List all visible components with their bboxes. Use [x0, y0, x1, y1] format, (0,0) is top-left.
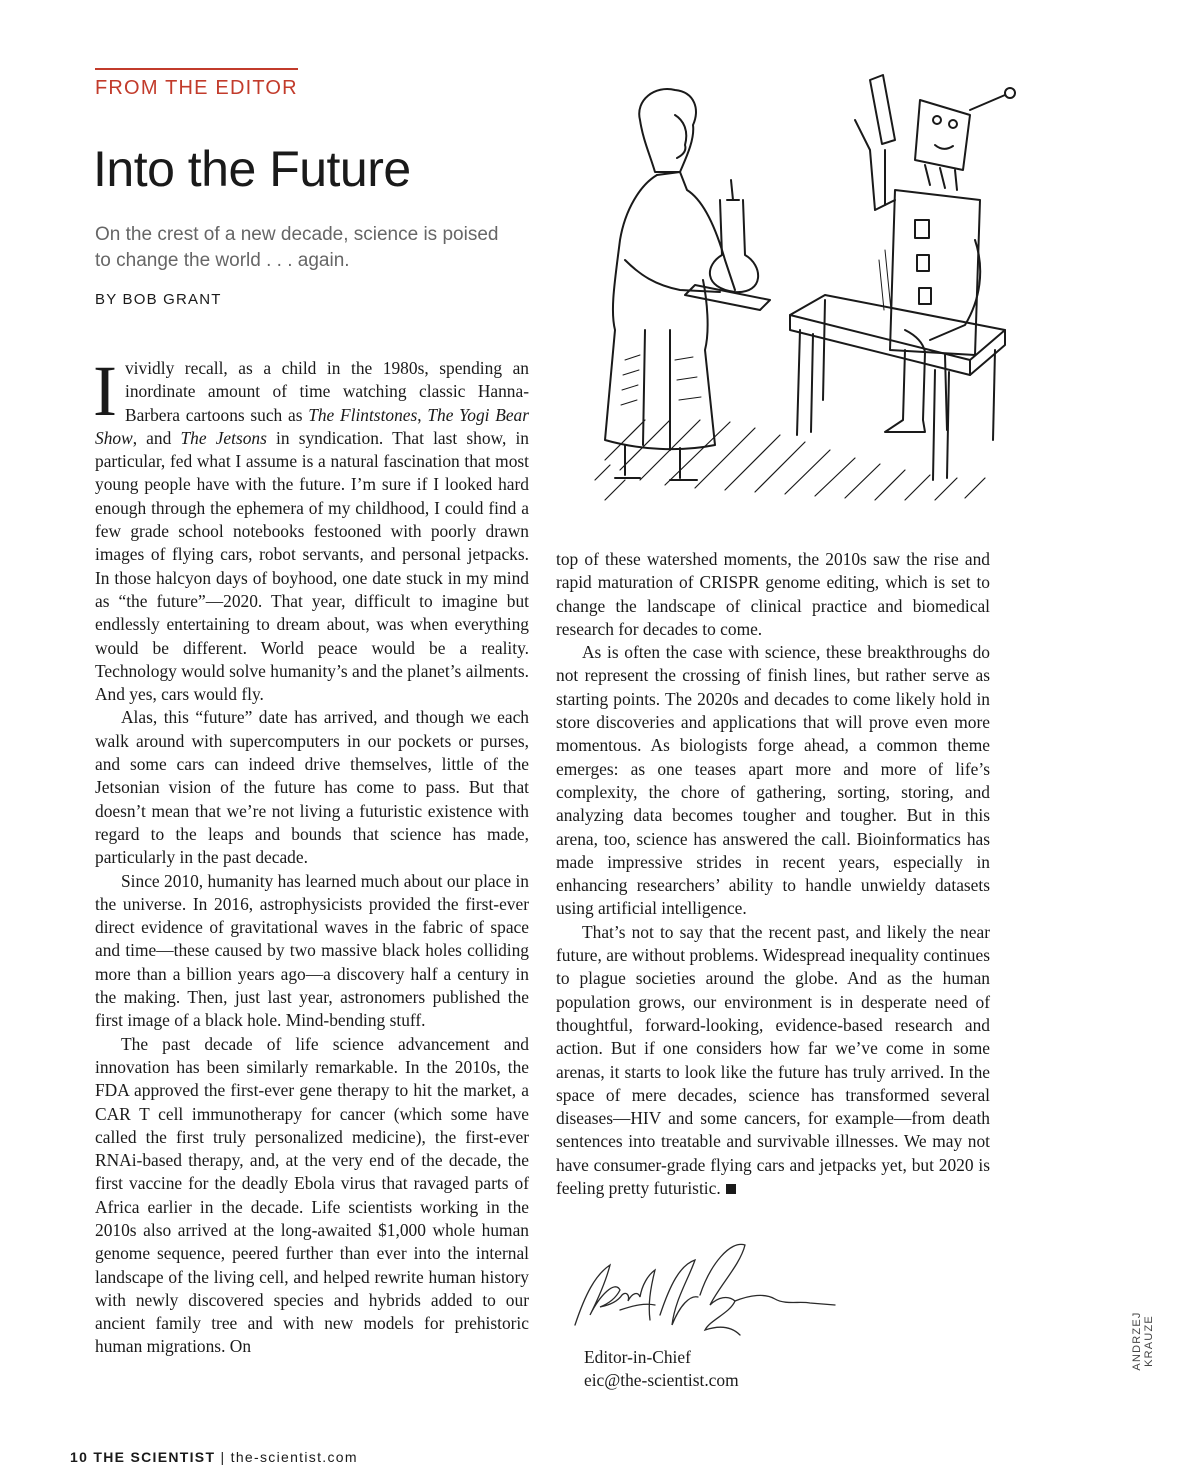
- p1-text-d: in syndication. That last show, in particular, fed what I assume is a natural fascination that most young people have with the future. I’m sure if I looked hard enough through the ephemera of my childhood, I could find a few grade school notebooks festooned with poorly drawn images of flying cars, robot servants, and personal jetpacks. In those halcyon days of boyhood, one date stuck in my mind as “the future”—2020. That year, difficult to imagine but endlessly entertaining to dream about, was when everything would be different. World peace would be a reality. Technology would solve humanity’s and the planet’s ailments. And yes, cars would fly.: [95, 427, 529, 705]
- p1-text-b: ,: [417, 404, 428, 425]
- magazine-name: THE SCIENTIST: [93, 1449, 216, 1465]
- article-title: Into the Future: [93, 141, 411, 197]
- paragraph-6: [556, 921, 990, 1201]
- end-of-article-square-icon: [726, 1184, 736, 1194]
- floor-hatching-icon: [595, 420, 985, 500]
- p1-italic-flintstones: The Flintstones: [308, 404, 418, 425]
- section-rule: [95, 68, 298, 70]
- p1-text-a: vividly recall, as a child in the 1980s, spending an inordinate amount of time watching classic Hanna-Barbera cartoons such as: [124, 358, 529, 425]
- p6-text: That’s not to say that the recent past, and likely the near future, are without problems. Widespread inequality continues to plague societies around the globe. And as the human population grows, our environment is in desperate need of thoughtful, forward-looking, evidence-based research and action. But if one considers how far we’ve come in some arenas, it starts to look like the future has truly arrived. In the space of mere decades, science has transformed several diseases—HIV and some cancers, for example—from death sentences into treatable and survivable illnesses. We may not have consumer-grade flying cars and jetpacks yet, but 2020 is feeling pretty futuristic.: [556, 921, 990, 1199]
- page-number: 10: [70, 1449, 89, 1465]
- signature-image: [560, 1235, 850, 1345]
- section-label: FROM THE EDITOR: [95, 77, 298, 99]
- footer-separator: |: [220, 1449, 226, 1465]
- article-column-1: [93, 351, 530, 1359]
- p1-italic-jetsons: The Jetsons: [180, 427, 267, 448]
- shading-hatching-icon: [621, 250, 891, 405]
- signoff-email[interactable]: eic@the-scientist.com: [584, 1370, 739, 1390]
- p1-text-c: , and: [132, 427, 181, 448]
- byline: BY BOB GRANT: [95, 291, 222, 308]
- paragraph-4: The past decade of life science advancement and innovation has been similarly remarkable. In the 2010s, the FDA approved the first-ever gene therapy to hit the market, a CAR T cell immunotherapy for cancer (which some have called the first truly personalized medicine), the first-ever RNAi-based therapy, and, at the very end of the decade, the first vaccine for the deadly Ebola virus that ravaged parts of Africa earlier in the decade. Life scientists working in the 2010s also arrived at the long-awaited $1,000 whole human genome sequence, peered further than ever into the internal landscape of the living cell, and helped rewrite human history with newly discovered species and hybrids added to our ancient family tree and with new models for prehistoric human migrations. On: [95, 1033, 529, 1357]
- paragraph-1: [93, 351, 530, 706]
- article-dek: On the crest of a new decade, science is poised to change the world . . . again.: [95, 224, 499, 271]
- scientist-figure-icon: [605, 89, 770, 480]
- paragraph-5: As is often the case with science, these breakthroughs do not represent the crossing of finish lines, but rather serve as starting points. The 2020s and decades to come likely hold in store discoveries and applications that will prove even more momentous. As biologists forge ahead, a common theme emerges: as one teases apart more and more of life’s complexity, the chore of gathering, sorting, storing, and analyzing data becomes tougher and tougher. But in this arena, too, science has answered the call. Bioinformatics has made impressive strides in recent years, especially in enhancing researchers’ ability to handle unwieldy datasets using artificial intelligence.: [556, 642, 990, 919]
- drop-cap: I: [93, 351, 117, 431]
- illustration-credit: ANDRZEJ KRAUZE: [1131, 1311, 1155, 1371]
- paragraph-4-continued: top of these watershed moments, the 2010s saw the rise and rapid maturation of CRISPR genome editing, which is set to change the landscape of clinical practice and biomedical research for decades to come.: [556, 549, 990, 639]
- article-column-2: [556, 548, 990, 1200]
- page-footer: [70, 1449, 358, 1465]
- footer-url[interactable]: the-scientist.com: [230, 1449, 358, 1465]
- p1-italic-yogi: The Yogi Bear Show: [95, 404, 530, 448]
- paragraph-2: Alas, this “future” date has arrived, and though we each walk around with supercomputers in our pockets or purses, and some cars can indeed drive themselves, little of the Jetsonian vision of the future has come to pass. But that doesn’t mean that we’re not living a futuristic existence with regard to the leaps and bounds that science has made, particularly in the past decade.: [95, 707, 529, 868]
- paragraph-3: Since 2010, humanity has learned much about our place in the universe. In 2016, astrophysicists provided the first-ever direct evidence of gravitational waves in the fabric of space and time—these caused by two massive black holes colliding more than a billion years ago—a discovery half a century in the making. Then, just last year, astronomers published the first image of a black hole. Mind-bending stuff.: [95, 870, 529, 1031]
- illustration-scientist-robot: [585, 60, 1025, 510]
- table-icon: [790, 295, 1005, 480]
- signoff-title: Editor-in-Chief: [584, 1347, 691, 1367]
